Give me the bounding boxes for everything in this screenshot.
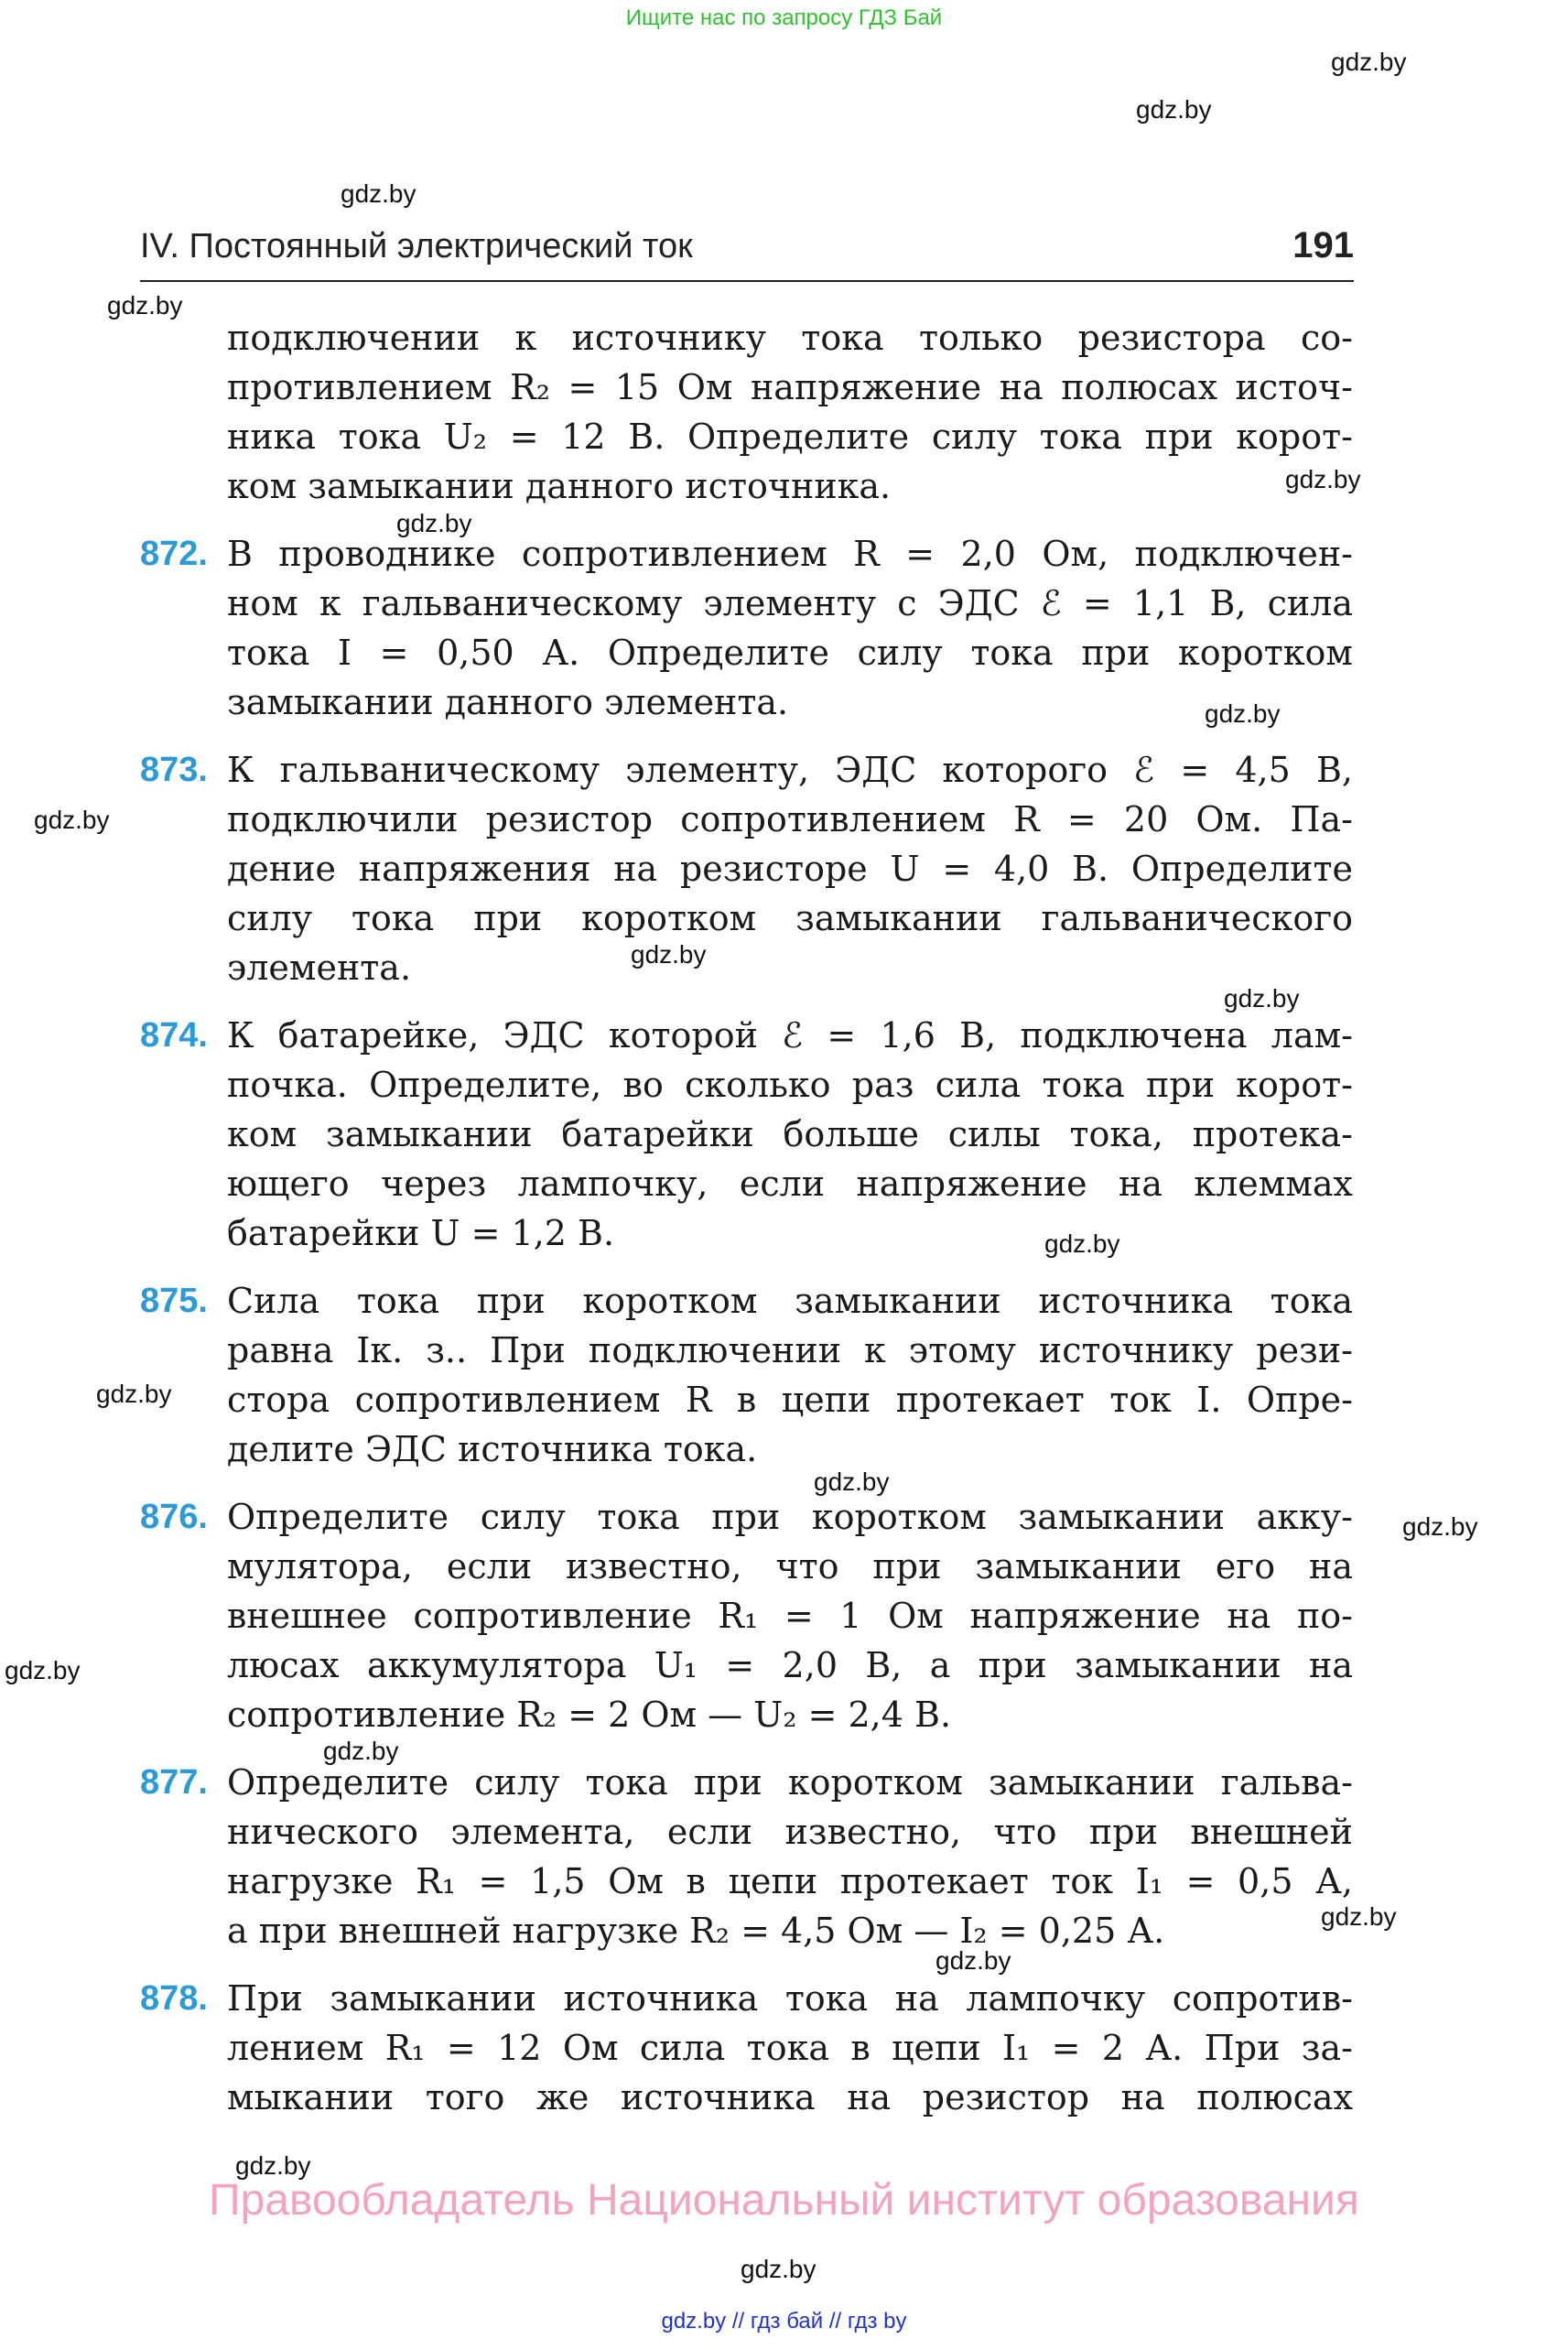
text-line: нического элемента, если известно, что при внешней [227,1812,1353,1852]
text-line: подключении к источнику тока только резистора со- [227,318,1353,358]
text-line: люсах аккумулятора U₁ = 2,0 В, а при замыкании на [227,1645,1353,1685]
watermark: gdz.by [107,291,183,319]
text-line: В проводнике сопротивлением R = 2,0 Ом, подключен- [227,534,1353,574]
problem-number: 878. [140,1979,208,2018]
text-line: Сила тока при коротком замыкании источника тока [227,1281,1353,1321]
text-line: Определите силу тока при коротком замыкании гальва- [227,1762,1353,1803]
watermark: gdz.by [5,1656,81,1684]
text-line: мыкании того же источника на резистор на полюсах [227,2077,1353,2117]
text-line: ком замыкании батарейки больше силы тока, протека- [227,1114,1353,1154]
watermark: gdz.by [814,1467,890,1496]
text-line: Определите силу тока при коротком замыкании акку- [227,1497,1353,1537]
copyright-notice: Правообладатель Национальный институт образования [209,2176,1359,2225]
text-line: мулятора, если известно, что при замыкании его на [227,1546,1353,1587]
text-line: равна Iк. з.. При подключении к этому источнику рези- [227,1330,1353,1370]
text-line: подключили резистор сопротивлением R = 20 Ом. Па- [227,799,1353,839]
text-line: лением R₁ = 12 Ом сила тока в цепи I₁ = 2 А. При за- [227,2028,1353,2068]
text-line: При замыкании источника тока на лампочку сопротив- [227,1978,1353,2019]
bottom-links[interactable]: gdz.by // гдз бай // гдз by [661,2309,907,2334]
watermark: gdz.by [1321,1902,1397,1931]
text-line: а при внешней нагрузке R₂ = 4,5 Ом — I₂ = 0,25 А. [227,1911,1165,1951]
watermark: gdz.by [631,940,707,969]
watermark: gdz.by [935,1946,1011,1975]
text-line: нагрузке R₁ = 1,5 Ом в цепи протекает ток I₁ = 0,5 А, [227,1861,1353,1901]
watermark: gdz.by [1331,48,1407,76]
text-line: тока I = 0,50 А. Определите силу тока при коротком [227,633,1353,673]
text-line: ника тока U₂ = 12 В. Определите силу тока при корот- [227,417,1353,457]
watermark: gdz.by [341,179,416,208]
text-line: стора сопротивлением R в цепи протекает ток I. Опре- [227,1380,1353,1420]
problem-number: 872. [140,535,208,573]
watermark: gdz.by [396,509,472,537]
text-line: делите ЭДС источника тока. [227,1429,758,1469]
problem-number: 874. [140,1016,208,1055]
watermark: gdz.by [741,2255,816,2283]
text-line: почка. Определите, во сколько раз сила тока при корот- [227,1065,1353,1105]
watermark: gdz.by [235,2151,311,2180]
chapter-title: IV. Постоянный электрический ток [140,227,693,265]
running-header [140,225,1354,282]
text-line: ющего через лампочку, если напряжение на клеммах [227,1164,1353,1204]
text-line: замыкании данного элемента. [227,682,789,722]
problem-number: 876. [140,1498,208,1536]
text-line: К гальваническому элементу, ЭДС которого ℰ = 4,5 В, [227,750,1353,790]
page-number: 191 [1292,225,1354,265]
watermark: gdz.by [96,1380,172,1408]
text-line: К батарейке, ЭДС которой ℰ = 1,6 В, подключена лам- [227,1015,1353,1056]
text-line: сопротивление R₂ = 2 Ом — U₂ = 2,4 В. [227,1695,952,1735]
text-line: дение напряжения на резисторе U = 4,0 В. Определите [227,849,1353,889]
text-line: элемента. [227,948,412,988]
text-line: силу тока при коротком замыкании гальванического [227,898,1353,938]
watermark: gdz.by [323,1737,399,1765]
watermark: gdz.by [34,806,110,834]
text-line: внешнее сопротивление R₁ = 1 Ом напряжение на по- [227,1596,1353,1636]
top-banner: Ищите нас по запросу ГДЗ Бай [625,5,943,30]
watermark: gdz.by [1205,699,1281,728]
problem-number: 873. [140,751,208,789]
text-line: ном к гальваническому элементу с ЭДС ℰ = 1,1 В, сила [227,583,1353,623]
text-line: противлением R₂ = 15 Ом напряжение на полюсах источ- [227,367,1353,407]
watermark: gdz.by [1285,465,1361,493]
watermark: gdz.by [1224,984,1300,1013]
watermark: gdz.by [1044,1229,1120,1258]
text-line: батарейки U = 1,2 В. [227,1213,615,1253]
watermark: gdz.by [1402,1512,1478,1541]
problem-number: 875. [140,1282,208,1320]
problem-number: 877. [140,1763,208,1802]
text-line: ком замыкании данного источника. [227,466,892,506]
watermark: gdz.by [1136,95,1212,124]
